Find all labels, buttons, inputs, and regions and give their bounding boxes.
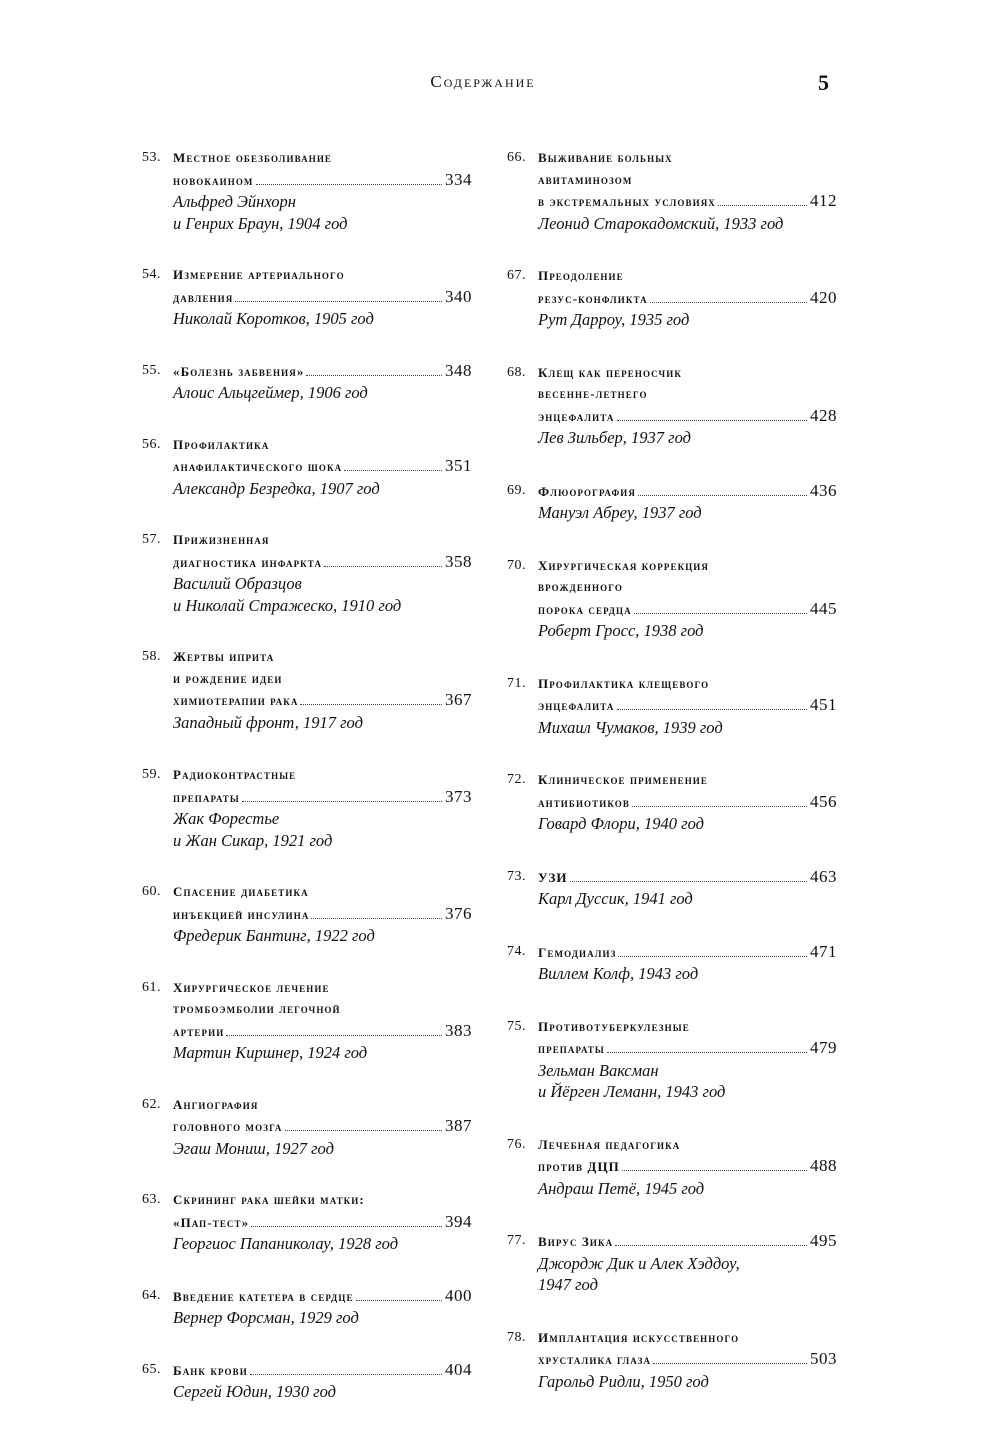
entry-page-number[interactable]: 451 [810,695,837,714]
entry-title-line [173,551,472,574]
toc-entry[interactable] [507,1016,837,1103]
dot-leader [615,1234,807,1246]
entry-author-line: Гарольд Ридли, 1950 год [538,1371,709,1391]
entry-page-number[interactable]: 456 [810,791,837,811]
entry-number: 55. [142,362,161,378]
entry-title-line [538,287,837,310]
entry-author-line: Роберт Гросс, 1938 год [538,621,704,640]
entry-author-line: и Николай Стражеско, 1910 год [173,595,402,615]
entry-title-line: авитаминозом [538,171,633,187]
entry-title-text: новокаином [173,172,254,188]
dot-leader [632,794,807,806]
toc-entry[interactable] [507,147,837,234]
toc-entry[interactable] [142,360,472,404]
entry-body [173,434,472,500]
entry-body [538,1016,837,1103]
toc-entry[interactable] [507,769,837,835]
entry-author-line: Карл Дуссик, 1941 год [538,889,693,908]
entry-title-text: Гемодиализ [538,944,617,960]
entry-page-number[interactable]: 358 [445,551,472,571]
entry-author-line: Западный фронт, 1917 год [173,712,363,732]
entry-author-line: Сергей Юдин, 1930 год [173,1382,336,1401]
toc-entry[interactable] [507,673,837,739]
dot-leader [226,1023,442,1035]
entry-title-line [173,455,472,478]
entry-title-line: Лечебная педагогика [538,1136,681,1152]
entry-title-line [538,405,837,428]
toc-entry[interactable] [142,1285,472,1329]
entry-body [538,769,837,835]
entry-title-line [538,190,837,213]
entry-body [538,555,837,642]
entry-title-line: Жертвы иприта [173,649,275,664]
entry-author-line: Алоис Альцгеймер, 1906 год [173,383,368,402]
entry-page-number[interactable]: 503 [810,1349,837,1368]
entry-body [173,764,472,851]
entry-title-text: Вирус Зика [538,1234,614,1249]
entry-title-line [538,791,837,814]
entry-title-text: против ДЦП [538,1159,620,1174]
entry-author-line: Георгиос Папаниколау, 1928 год [173,1234,399,1253]
entry-title-text: резус-конфликта [538,290,648,306]
entry-body [538,673,837,739]
dot-leader [311,906,442,918]
entry-title-line [538,1230,837,1253]
toc-entry[interactable] [142,977,472,1064]
entry-title-text: хрусталика глаза [538,1352,652,1367]
entry-page-number[interactable]: 488 [810,1156,837,1175]
entry-page-number[interactable]: 404 [445,1359,472,1379]
entry-body [538,1134,837,1200]
dot-leader [242,789,442,801]
entry-number: 59. [142,767,161,782]
dot-leader [617,408,807,420]
entry-title-line: Радиоконтрастные [173,767,297,782]
entry-number: 64. [142,1287,161,1303]
entry-author-line: Рут Дарроу, 1935 год [538,310,690,329]
entry-author-line: Фредерик Бантинг, 1922 год [173,926,375,945]
entry-title-line [538,941,837,964]
toc-entry[interactable] [507,866,837,910]
entry-page-number[interactable]: 334 [445,169,472,189]
entry-author-line: Мартин Киршнер, 1924 год [173,1043,368,1062]
entry-body [173,1359,472,1403]
entry-body [173,1285,472,1329]
entry-title-line: Спасение диабетика [173,884,309,899]
entry-page-number[interactable]: 463 [810,866,837,886]
entry-number: 61. [142,979,161,995]
entry-title-text: в экстремальных условиях [538,194,716,209]
entry-title-text: антибиотиков [538,794,630,810]
dot-leader [634,601,807,613]
toc-entry[interactable] [142,646,472,733]
entry-number: 77. [507,1233,526,1248]
entry-author-line: Лев Зильбер, 1937 год [538,428,691,447]
dot-leader [617,698,807,710]
entry-author-line: Мануэл Абреу, 1937 год [538,503,702,522]
entry-page-number[interactable]: 340 [445,286,472,306]
entry-title-line [173,1020,472,1043]
entry-number: 63. [142,1192,161,1207]
entry-title-line [173,786,472,809]
entry-author-line: Эгаш Мониш, 1927 год [173,1138,334,1158]
entry-number: 78. [507,1329,526,1345]
entry-title-line [538,1348,837,1371]
entry-title-line [538,480,837,503]
entry-page-number[interactable]: 445 [810,598,837,618]
dot-leader [285,1119,442,1131]
entry-number: 58. [142,649,161,664]
toc-entry[interactable] [507,1134,837,1200]
entry-title-text: инъекцией инсулина [173,906,310,922]
entry-title-line: и рождение идеи [173,670,283,686]
entry-body [173,646,472,733]
entry-page-number[interactable]: 420 [810,287,837,307]
entry-number: 73. [507,868,526,884]
entry-title-line [173,1359,472,1382]
page-number: 5 [818,70,829,95]
entry-title-text: артерии [173,1023,225,1039]
entry-body [173,881,472,947]
entry-title-text: УЗИ [538,869,568,885]
entry-body [173,977,472,1064]
toc-entry[interactable] [507,1327,837,1393]
toc-entry[interactable] [507,941,837,985]
entry-body [173,147,472,234]
entry-title-text: Введение катетера в сердце [173,1288,354,1304]
toc-entry[interactable] [507,1230,837,1296]
entry-body [173,1094,472,1160]
entry-number: 70. [507,557,526,573]
entry-number: 75. [507,1018,526,1034]
entry-body [538,147,837,234]
entry-body [538,1327,837,1393]
entry-title-text: энцефалита [538,408,615,424]
entry-title-text: Флюорография [538,483,636,499]
entry-body [538,265,837,331]
entry-title-text: энцефалита [538,698,615,713]
entry-number: 57. [142,532,161,547]
entry-title-line: Хирургическое лечение [173,979,330,995]
dot-leader [300,693,442,705]
dot-leader [324,554,442,566]
entry-author-line: Леонид Старокадомский, 1933 год [538,213,784,233]
entry-body [538,1230,837,1296]
toc-entry[interactable] [507,362,837,449]
dot-leader [618,944,807,956]
entry-page-number[interactable]: 376 [445,903,472,923]
entry-page-number[interactable]: 400 [445,1285,472,1305]
entry-page-number[interactable]: 367 [445,690,472,709]
entry-number: 62. [142,1096,161,1112]
entry-title-line: Клиническое применение [538,772,708,787]
entry-title-line: Имплантация искусственного [538,1329,740,1345]
entry-author-line: Николай Коротков, 1905 год [173,309,374,328]
dot-leader [650,290,807,302]
entry-author-line: Вернер Форсман, 1929 год [173,1308,359,1327]
dot-leader [235,289,442,301]
entry-title-line [538,1037,837,1060]
dot-leader [251,1214,442,1226]
entry-number: 71. [507,675,526,691]
toc-entry[interactable] [142,147,472,234]
entry-title-line: Местное обезболивание [173,150,333,165]
entry-author-line: Василий Образцов [173,574,302,593]
dot-leader [256,172,442,184]
entry-title-text: Банк крови [173,1362,248,1378]
entry-body [538,941,837,985]
entry-title-line [173,1211,472,1234]
entry-number: 68. [507,364,526,380]
running-title: Содержание [430,72,536,91]
entry-page-number[interactable]: 495 [810,1231,837,1250]
entry-title-line: Прижизненная [173,532,270,547]
entry-number: 65. [142,1361,161,1377]
dot-leader [250,1362,442,1374]
entry-title-text: головного мозга [173,1119,283,1134]
entry-page-number[interactable]: 394 [445,1211,472,1231]
entry-number: 54. [142,267,161,282]
entry-body [538,362,837,449]
entry-title-line [173,1285,472,1308]
entry-author-line: Альфред Эйнхорн [173,192,296,211]
dot-leader [607,1041,807,1053]
toc-entry[interactable] [142,1359,472,1403]
entry-page-number[interactable]: 348 [445,360,472,380]
entry-title-text: порока сердца [538,601,632,617]
entry-number: 56. [142,436,161,452]
entry-author-line: и Генрих Браун, 1904 год [173,213,348,233]
entry-body [173,1189,472,1255]
entry-title-line [173,360,472,383]
entry-number: 53. [142,150,161,165]
entry-author-line: Александр Безредка, 1907 год [173,478,380,498]
entry-number: 76. [507,1136,526,1152]
entry-title-text: давления [173,289,234,305]
dot-leader [356,1288,442,1300]
toc-entry[interactable] [507,480,837,524]
toc-entry[interactable] [142,529,472,616]
toc-entry[interactable] [142,264,472,330]
entry-title-text: анафилактического шока [173,459,343,474]
entry-author-line: и Йёрген Леманн, 1943 год [538,1082,726,1101]
entry-title-line [173,689,472,712]
entry-title-line [173,1115,472,1138]
dot-leader [344,459,442,471]
dot-leader [653,1352,807,1364]
entry-author-line: Джордж Дик и Алек Хэддоу, [538,1253,740,1273]
entry-body [173,529,472,616]
entry-title-line: Измерение артериального [173,267,345,282]
entry-title-line [173,169,472,192]
dot-leader [638,483,807,495]
entry-title-line: Скрининг рака шейки матки: [173,1192,365,1207]
entry-title-line: Противотуберкулезные [538,1018,690,1034]
entry-author-line: и Жан Сикар, 1921 год [173,830,333,850]
entry-number: 72. [507,772,526,787]
entry-number: 67. [507,268,526,283]
entry-title-line: Хирургическая коррекция [538,557,709,573]
entry-title-line [538,694,837,717]
toc-entry[interactable] [142,881,472,947]
entry-number: 66. [507,150,526,165]
entry-title-line [538,866,837,889]
toc-column-left [142,147,472,1403]
entry-title-line: Преодоление [538,268,624,283]
toc-entry[interactable] [507,265,837,331]
entry-number: 60. [142,884,161,899]
entry-number: 74. [507,943,526,959]
entry-page-number[interactable]: 412 [810,191,837,210]
entry-title-text: химиотерапии рака [173,693,299,708]
entry-number: 69. [507,482,526,498]
toc-entry[interactable] [142,764,472,851]
entry-page-number[interactable]: 387 [445,1116,472,1135]
toc-entry[interactable] [142,434,472,500]
toc-column-right [507,147,837,1392]
entry-title-line: весенне-летнего [538,386,648,401]
entry-page-number[interactable]: 428 [810,405,837,425]
entry-title-line: Ангиография [173,1096,259,1112]
entry-author-line: Жак Форестье [173,809,280,828]
entry-title-line [538,1155,837,1178]
toc-entry[interactable] [507,555,837,642]
dot-leader [718,194,807,206]
entry-body [173,264,472,330]
entry-page-number[interactable]: 373 [445,786,472,806]
entry-author-line: Михаил Чумаков, 1939 год [538,717,723,737]
entry-title-line: Выживание больных [538,150,673,165]
entry-author-line: 1947 год [538,1275,598,1294]
entry-body [173,360,472,404]
entry-page-number[interactable]: 436 [810,480,837,500]
dot-leader [306,363,442,375]
entry-title-line [173,903,472,926]
entry-body [538,480,837,524]
entry-title-text: «Болезнь забвения» [173,363,305,379]
entry-title-line: врожденного [538,579,623,594]
entry-title-line [173,286,472,309]
entry-title-text: препараты [538,1041,605,1056]
entry-title-line [538,598,837,621]
entry-body [538,866,837,910]
entry-title-text: диагностика инфаркта [173,554,323,570]
entry-title-line: Профилактика клещевого [538,675,710,691]
entry-page-number[interactable]: 383 [445,1020,472,1040]
entry-author-line: Андраш Петё, 1945 год [538,1178,705,1198]
entry-page-number[interactable]: 351 [445,456,472,475]
entry-title-text: «Пап-тест» [173,1214,250,1230]
entry-author-line: Говард Флори, 1940 год [538,814,704,833]
entry-title-line: Профилактика [173,436,270,452]
entry-page-number[interactable]: 479 [810,1038,837,1057]
entry-title-text: препараты [173,789,240,805]
dot-leader [570,869,807,881]
dot-leader [622,1159,807,1171]
entry-author-line: Виллем Колф, 1943 год [538,964,699,983]
entry-author-line: Зельман Ваксман [538,1060,659,1080]
entry-page-number[interactable]: 471 [810,941,837,961]
entry-title-line: тромбоэмболии легочной [173,1001,341,1016]
toc-entry[interactable] [142,1094,472,1160]
toc-entry[interactable] [142,1189,472,1255]
entry-title-line: Клещ как переносчик [538,364,682,380]
